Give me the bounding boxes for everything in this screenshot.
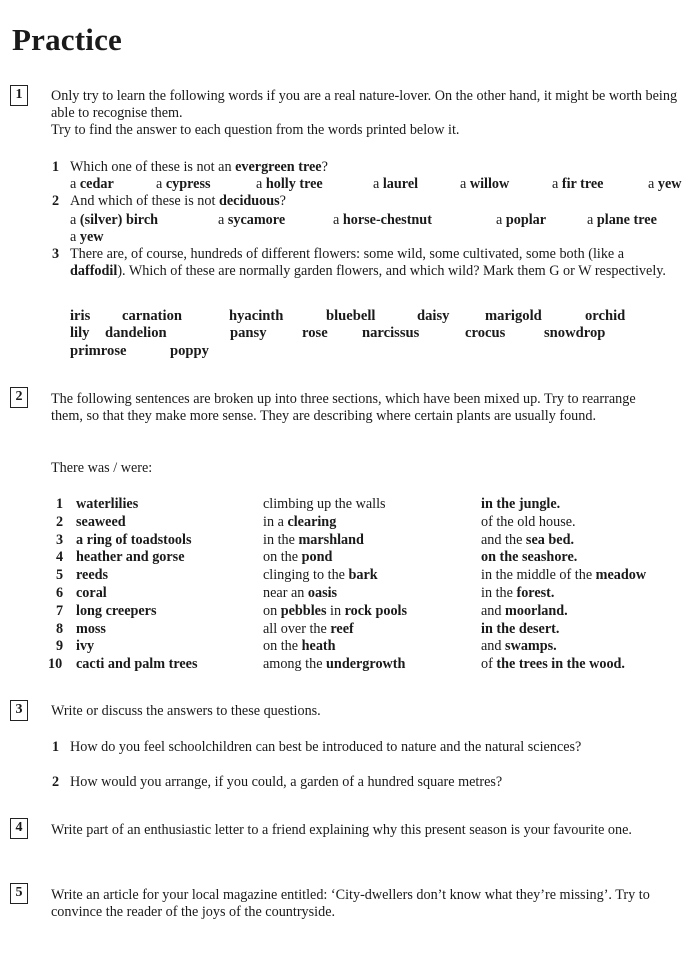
row-number: 8 bbox=[56, 620, 64, 637]
place-phrase: and the sea bed. bbox=[481, 531, 575, 548]
option: a willow bbox=[460, 176, 510, 192]
exercise-intro: Write or discuss the answers to these questions. bbox=[51, 703, 321, 719]
option: a yew bbox=[648, 176, 682, 192]
option: a cedar bbox=[70, 176, 114, 192]
location-phrase: near an oasis bbox=[263, 585, 338, 601]
intro-instruction: Try to find the answer to each question from the words printed below it. bbox=[51, 122, 460, 138]
row-number: 10 bbox=[48, 656, 63, 673]
plant-name: seaweed bbox=[76, 513, 126, 530]
intro-text: Only try to learn the following words if you are a real nature-lover. On the other hand, it might be worth being able to recognise them. bbox=[51, 88, 678, 121]
flower-word: crocus bbox=[465, 325, 506, 341]
question-number: 3 bbox=[52, 246, 60, 262]
flower-word: snowdrop bbox=[544, 325, 606, 341]
table-row bbox=[0, 514, 697, 531]
plant-name: long creepers bbox=[76, 602, 157, 619]
flower-word: hyacinth bbox=[229, 308, 284, 324]
option: a holly tree bbox=[256, 176, 323, 192]
table-row bbox=[0, 567, 697, 584]
question-text: How would you arrange, if you could, a garden of a hundred square metres? bbox=[70, 774, 503, 790]
plant-name: ivy bbox=[76, 638, 95, 655]
plant-name: moss bbox=[76, 620, 106, 637]
key-term: deciduous bbox=[218, 193, 280, 209]
table-row bbox=[0, 585, 697, 602]
exercise-text: Write part of an enthusiastic letter to a friend explaining why this present season is your favourite one. bbox=[51, 822, 632, 838]
exercise-number: 3 bbox=[10, 700, 28, 721]
row-number: 9 bbox=[56, 638, 64, 655]
place-phrase: on the seashore. bbox=[481, 549, 578, 566]
exercise-number: 2 bbox=[10, 387, 28, 408]
flower-word: dandelion bbox=[105, 325, 167, 341]
place-phrase: in the jungle. bbox=[481, 496, 561, 512]
location-phrase: in a clearing bbox=[263, 513, 337, 530]
place-phrase: in the forest. bbox=[481, 585, 555, 601]
option: a horse-chestnut bbox=[333, 212, 432, 228]
question-end: ? bbox=[321, 159, 328, 175]
place-phrase: in the desert. bbox=[481, 620, 560, 637]
page-title: Practice bbox=[12, 22, 123, 57]
row-number: 7 bbox=[56, 602, 64, 619]
flower-word: pansy bbox=[230, 325, 267, 341]
plant-name: reeds bbox=[76, 567, 109, 584]
flower-word: rose bbox=[302, 325, 328, 341]
exercise-number: 4 bbox=[10, 818, 28, 839]
question-number: 1 bbox=[52, 159, 60, 175]
place-phrase: and swamps. bbox=[481, 638, 557, 655]
exercise-intro bbox=[51, 88, 681, 139]
question-number: 2 bbox=[52, 193, 60, 209]
question-text: There are, of course, hundreds of different flowers: some wild, some cultivated, some both (like a bbox=[70, 246, 625, 262]
location-phrase: on pebbles in rock pools bbox=[263, 602, 408, 619]
flower-word: poppy bbox=[170, 343, 209, 359]
table-row bbox=[0, 621, 697, 638]
option: a poplar bbox=[496, 212, 547, 228]
exercise-lead: There was / were: bbox=[51, 460, 153, 476]
row-number: 1 bbox=[56, 496, 64, 512]
location-phrase: among the undergrowth bbox=[263, 656, 406, 673]
option: a sycamore bbox=[218, 212, 286, 228]
question-text: And which of these is not bbox=[70, 193, 219, 209]
flower-word: carnation bbox=[122, 308, 182, 324]
flower-word: primrose bbox=[70, 343, 127, 359]
question-number: 2 bbox=[52, 774, 60, 790]
location-phrase: in the marshland bbox=[263, 531, 364, 548]
table-row bbox=[0, 638, 697, 655]
exercise-number: 5 bbox=[10, 883, 28, 904]
place-phrase: in the middle of the meadow bbox=[481, 567, 647, 584]
row-number: 2 bbox=[56, 513, 64, 530]
flower-word: marigold bbox=[485, 308, 542, 324]
option: a plane tree bbox=[587, 212, 657, 228]
place-phrase: and moorland. bbox=[481, 602, 568, 619]
question-text: Which one of these is not an bbox=[70, 159, 236, 175]
flower-word: narcissus bbox=[362, 325, 420, 341]
plant-name: cacti and palm trees bbox=[76, 656, 198, 673]
row-number: 6 bbox=[56, 585, 64, 601]
question-number: 1 bbox=[52, 739, 60, 755]
location-phrase: on the pond bbox=[263, 549, 333, 566]
exercise-text: Write an article for your local magazine entitled: ‘City-dwellers don’t know what they’re missing’. Try to convince the reader of the joys of the countryside. bbox=[51, 887, 650, 920]
plant-name: coral bbox=[76, 585, 107, 601]
flower-word: bluebell bbox=[326, 308, 376, 324]
question-end: ). Which of these are normally garden flowers, and which wild? Mark them G or W respectively. bbox=[117, 263, 666, 279]
option: a fir tree bbox=[552, 176, 604, 192]
plant-name: a ring of toadstools bbox=[76, 531, 192, 548]
question-end: ? bbox=[279, 193, 286, 209]
row-number: 4 bbox=[56, 549, 64, 566]
flower-word: lily bbox=[70, 325, 90, 341]
row-number: 3 bbox=[56, 531, 64, 548]
key-term: evergreen tree bbox=[235, 159, 322, 175]
option: a (silver) birch bbox=[70, 212, 159, 228]
flower-word: iris bbox=[70, 308, 91, 324]
option: a cypress bbox=[156, 176, 211, 192]
location-phrase: climbing up the walls bbox=[263, 496, 386, 512]
location-phrase: all over the reef bbox=[263, 620, 354, 637]
table-row bbox=[0, 532, 697, 549]
table-row bbox=[0, 656, 697, 673]
table-row bbox=[0, 496, 697, 513]
location-phrase: on the heath bbox=[263, 638, 336, 655]
option: a yew bbox=[70, 229, 104, 245]
flower-word: daisy bbox=[417, 308, 450, 324]
row-number: 5 bbox=[56, 567, 64, 584]
place-phrase: of the trees in the wood. bbox=[481, 656, 625, 673]
flower-word: orchid bbox=[585, 308, 626, 324]
plant-name: heather and gorse bbox=[76, 549, 185, 566]
question-text: How do you feel schoolchildren can best be introduced to nature and the natural sciences? bbox=[70, 739, 582, 755]
location-phrase: clinging to the bark bbox=[263, 567, 378, 584]
exercise-intro: The following sentences are broken up into three sections, which have been mixed up. Try to rearrange them, so that they make more sense. They are describing where certain plants are usually found. bbox=[51, 391, 636, 424]
key-term: daffodil bbox=[70, 263, 118, 279]
exercise-number: 1 bbox=[10, 85, 28, 106]
table-row bbox=[0, 603, 697, 620]
plant-name: waterlilies bbox=[76, 496, 139, 512]
place-phrase: of the old house. bbox=[481, 513, 576, 530]
table-row bbox=[0, 549, 697, 566]
option: a laurel bbox=[373, 176, 419, 192]
